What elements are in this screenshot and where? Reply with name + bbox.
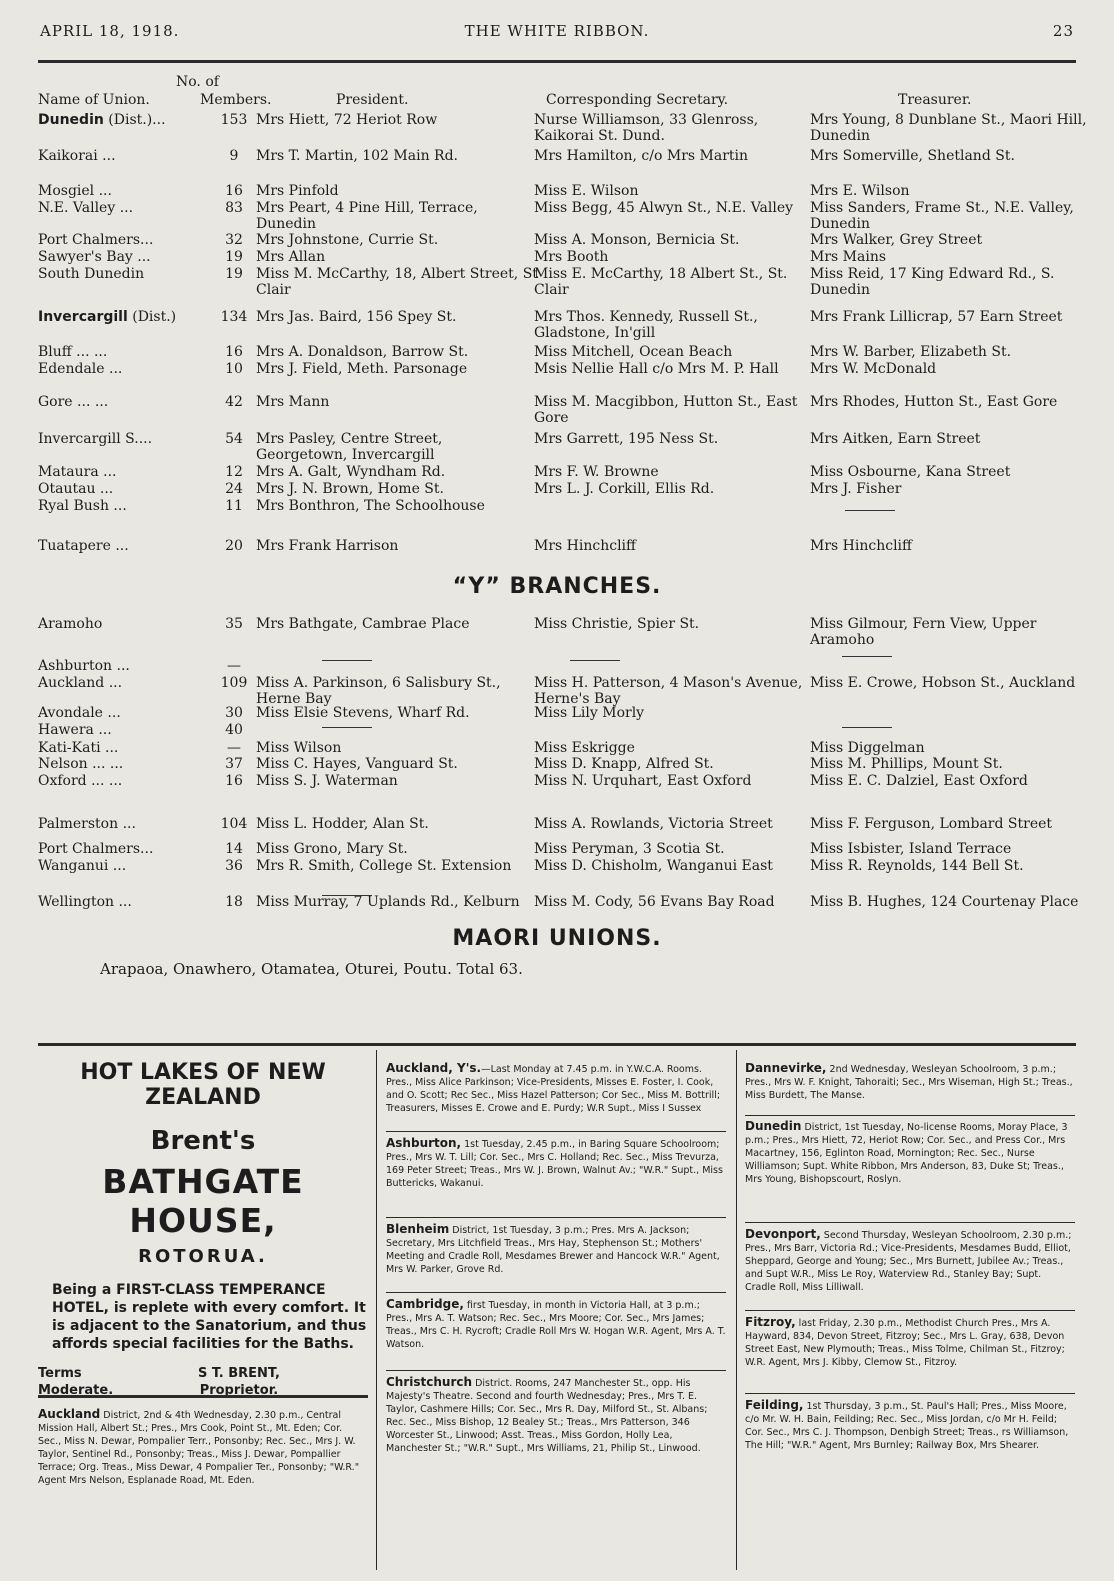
dash-separator (842, 727, 892, 728)
y-branch-secretary: Miss D. Knapp, Alfred St. (534, 756, 714, 772)
union-president: Mrs J. N. Brown, Home St. (256, 481, 444, 497)
y-branch-president: Miss A. Parkinson, 6 Salisbury St., Herne Bay (256, 675, 501, 707)
union-president: Mrs Johnstone, Currie St. (256, 232, 439, 248)
y-branch-secretary: Miss A. Rowlands, Victoria Street (534, 816, 773, 832)
union-president: Mrs Pinfold (256, 183, 339, 199)
y-branch-president: Mrs R. Smith, College St. Extension (256, 858, 512, 874)
union-name (38, 112, 228, 128)
notice-auckland-district (38, 1408, 368, 1487)
union-name: Mataura ... (38, 464, 117, 480)
y-branch-president: Miss Wilson (256, 740, 342, 756)
y-branch-secretary: Miss N. Urquhart, East Oxford (534, 773, 752, 789)
union-name: Ryal Bush ... (38, 498, 127, 514)
union-president: Mrs Allan (256, 249, 326, 265)
union-secretary: Miss E. McCarthy, 18 Albert St., St. Clair (534, 266, 788, 298)
y-branch-members: 104 (220, 816, 248, 832)
union-name: Tuatapere ... (38, 538, 129, 554)
notice-text: first Tuesday, in month in Victoria Hall, at 3 p.m.; Pres., Mrs A. T. Watson; Rec. Sec., Mrs Moore; Cor. Sec., Mrs James; Treas., Mrs C. H. Rycroft; Cradle Roll Mrs W. Hogan W.R. Agent, Mrs A. T. Watson. (386, 1300, 726, 1350)
union-name-suffix: (Dist.) (127, 309, 177, 325)
y-branch-name: Wanganui ... (38, 858, 127, 874)
union-secretary: Msis Nellie Hall c/o Mrs M. P. Hall (534, 361, 779, 377)
union-name: Invercargill S.... (38, 431, 153, 447)
union-treasurer: Mrs Mains (810, 249, 887, 265)
notice-devonport (745, 1228, 1075, 1294)
y-branch-name: Palmerston ... (38, 816, 136, 832)
notice-title: Auckland, Y's. (386, 1061, 482, 1075)
page-number: 23 (1052, 22, 1074, 40)
notice-feilding (745, 1399, 1075, 1452)
y-branch-secretary: Miss D. Chisholm, Wanganui East (534, 858, 773, 874)
ad-hotel-name: BATHGATE HOUSE, (102, 1162, 304, 1240)
union-treasurer: Mrs W. Barber, Elizabeth St. (810, 344, 1012, 360)
union-treasurer: Mrs W. McDonald (810, 361, 937, 377)
union-secretary: Mrs Hamilton, c/o Mrs Martin (534, 148, 749, 164)
column-secretary-heading: Corresponding Secretary. (546, 92, 729, 108)
y-branch-name: Wellington ... (38, 894, 132, 910)
ad-location: ROTORUA. (138, 1246, 268, 1267)
y-branch-secretary: Miss Eskrigge (534, 740, 635, 756)
union-members: 19 (225, 266, 243, 282)
maori-unions-title: MAORI UNIONS. (452, 926, 662, 951)
y-branch-members: 18 (225, 894, 243, 910)
union-secretary: Miss E. Wilson (534, 183, 639, 199)
dash-separator (570, 660, 620, 661)
union-members: 16 (225, 344, 243, 360)
notice-dunedin (745, 1120, 1075, 1186)
union-name: Port Chalmers... (38, 232, 154, 248)
y-branch-secretary: Miss M. Cody, 56 Evans Bay Road (534, 894, 775, 910)
union-name: Sawyer's Bay ... (38, 249, 151, 265)
y-branch-treasurer: Miss M. Phillips, Mount St. (810, 756, 1003, 772)
y-branch-secretary: Miss H. Patterson, 4 Mason's Avenue, Herne's Bay (534, 675, 803, 707)
notice-separator (386, 1131, 726, 1132)
y-branch-name: Oxford ... ... (38, 773, 123, 789)
union-secretary: Mrs Thos. Kennedy, Russell St., Gladstone, In'gill (534, 309, 758, 341)
y-branch-members: — (227, 658, 241, 674)
notice-separator (745, 1222, 1075, 1223)
y-branch-president: Miss Elsie Stevens, Wharf Rd. (256, 705, 470, 721)
union-treasurer: Mrs Walker, Grey Street (810, 232, 983, 248)
notice-separator (386, 1370, 726, 1371)
ad-headline: HOT LAKES OF NEW ZEALAND (80, 1060, 326, 1110)
y-branch-president: Miss L. Hodder, Alan St. (256, 816, 429, 832)
notice-text: District, 1st Tuesday, No-license Rooms, Moray Place, 3 p.m.; Pres., Mrs Hiett, 72, Heriot Row; Cor. Sec., and Press Cor., Mrs Macartney, 156, Eglinton Road, Mornington; Rec. Sec., Nurse Williamson; Supt. White Ribbon, Mrs Anderson, 83, Duke St; Treas., Mrs Young, Bishopscourt, Roslyn. (745, 1122, 1068, 1185)
ad-terms: Terms Moderate. (38, 1366, 114, 1398)
y-branch-treasurer: Miss R. Reynolds, 144 Bell St. (810, 858, 1024, 874)
notice-title: Devonport, (745, 1227, 821, 1241)
notice-blenheim (386, 1223, 726, 1276)
members-heading-top: No. of (176, 74, 219, 90)
notice-cambridge (386, 1298, 726, 1351)
notice-text: District. Rooms, 247 Manchester St., opp. His Majesty's Theatre. Second and fourth Wednesday; Pres., Mrs T. E. Taylor, Cashmere Hills; Cor. Sec., Mrs R. Day, Milford St., St. Albans; Rec. Sec., Miss Bishop, 12 Bealey St.; Treas., Mrs Patterson, 346 Worcester St., Linwood; Asst. Treas., Miss Gordon, Holly Lea, Manchester St.; "W.R." Supt., Mrs Williams, 21, Philip St., Linwood. (386, 1378, 708, 1454)
union-members: 9 (229, 148, 239, 164)
y-branch-secretary: Miss Christie, Spier St. (534, 616, 700, 632)
union-secretary: Nurse Williamson, 33 Glenross, Kaikorai St. Dund. (534, 112, 759, 144)
newspaper-title: THE WHITE RIBBON. (464, 22, 650, 40)
union-members: 32 (225, 232, 243, 248)
notice-separator (386, 1292, 726, 1293)
hotel-advertisement (38, 1060, 368, 1401)
column-treasurer-heading: Treasurer. (898, 92, 972, 108)
ad-body: Being a FIRST-CLASS TEMPERANCE HOTEL, is replete with every comfort. It is adjacent to the Sanatorium, and thus affords special facilities for the Baths. (52, 1282, 367, 1352)
notice-text: 2nd Wednesday, Wesleyan Schoolroom, 3 p.m.; Pres., Mrs W. F. Knight, Tahoraiti; Sec., Mrs Wiseman, High St.; Treas., Miss Burdett, The Manse. (745, 1064, 1073, 1101)
union-name: Bluff ... ... (38, 344, 108, 360)
y-branch-treasurer: Miss F. Ferguson, Lombard Street (810, 816, 1053, 832)
column-name-heading: Name of Union. (38, 92, 150, 108)
union-treasurer: Miss Osbourne, Kana Street (810, 464, 1011, 480)
dash-separator (322, 727, 372, 728)
notice-text: last Friday, 2.30 p.m., Methodist Church Pres., Mrs A. Hayward, 834, Devon Street, Fitzroy; Sec., Mrs L. Gray, 638, Devon Street East, New Plymouth; Treas., Miss Tolme, Chilman St., Fitzroy; W.R. Agent, Mrs J. Kibby, Clemow St., Fitzroy. (745, 1318, 1065, 1368)
union-members: 19 (225, 249, 243, 265)
y-branch-name: Nelson ... ... (38, 756, 124, 772)
union-members: 16 (225, 183, 243, 199)
header-rule (38, 60, 1076, 63)
y-branch-name: Avondale ... (38, 705, 121, 721)
ad-bottom-rule (38, 1395, 368, 1398)
notice-text: —Last Monday at 7.45 p.m. in Y.W.C.A. Rooms. Pres., Miss Alice Parkinson; Vice-Presidents, Misses E. Foster, I. Cook, and O. Scott; Rec Sec., Miss Hazel Patterson; Cor Sec., Miss M. Bottrill; Treasurers, Misses E. Crowe and E. Purdy; W.R Supt., Miss I Sussex (386, 1064, 721, 1114)
y-branch-members: 16 (225, 773, 243, 789)
y-branch-secretary: Miss Lily Morly (534, 705, 645, 721)
y-branch-members: 40 (225, 722, 243, 738)
y-branch-members: 14 (225, 841, 243, 857)
union-members: 153 (220, 112, 248, 128)
section-rule (38, 1043, 1076, 1046)
union-secretary: Mrs Garrett, 195 Ness St. (534, 431, 719, 447)
union-secretary: Miss Mitchell, Ocean Beach (534, 344, 733, 360)
notice-title: Christchurch (386, 1375, 473, 1389)
union-secretary: Mrs Booth (534, 249, 609, 265)
notice-title: Feilding, (745, 1398, 804, 1412)
column-divider-2 (736, 1050, 737, 1570)
y-branch-name: Port Chalmers... (38, 841, 154, 857)
union-members: 11 (225, 498, 243, 514)
union-name: Mosgiel ... (38, 183, 112, 199)
y-branch-treasurer: Miss E. C. Dalziel, East Oxford (810, 773, 1028, 789)
y-branch-president: Miss Grono, Mary St. (256, 841, 408, 857)
notice-text: 1st Tuesday, 2.45 p.m., in Baring Square Schoolroom; Pres., Mrs W. T. Lill; Cor. Sec., Mrs C. Holland; Rec. Sec., Miss Trevurza, 169 Peter Street; Treas., Mrs W. J. Brown, Walnut Av.; "W.R." Supt., Miss Buttericks, Wakanui. (386, 1139, 723, 1189)
notice-christchurch (386, 1376, 726, 1455)
column-members-heading: Members. (200, 92, 272, 108)
page-header (40, 22, 1074, 46)
issue-date: APRIL 18, 1918. (40, 22, 180, 40)
union-name: South Dunedin (38, 266, 145, 282)
notice-separator (386, 1217, 726, 1218)
union-name: Edendale ... (38, 361, 123, 377)
union-president: Miss M. McCarthy, 18, Albert Street, St Clair (256, 266, 538, 298)
union-name: N.E. Valley ... (38, 200, 134, 216)
union-members: 54 (225, 431, 243, 447)
notice-ashburton (386, 1137, 726, 1190)
union-treasurer: Mrs J. Fisher (810, 481, 902, 497)
notice-separator (745, 1115, 1075, 1116)
y-branch-name: Hawera ... (38, 722, 112, 738)
notice-text: Second Thursday, Wesleyan Schoolroom, 2.30 p.m.; Pres., Mrs Barr, Victoria Rd.; Vice-Presidents, Mesdames Budd, Elliot, Sheppard, George and Young; Sec., Mrs Burnett, Jubilee Av.; Treas., and Supt W.R., Miss Le Roy, Waterview Rd., Stanley Bay; Supt. Cradle Roll, Miss Lilliwall. (745, 1230, 1072, 1293)
notice-title: Dunedin (745, 1119, 802, 1133)
union-name (38, 309, 228, 325)
union-name: Otautau ... (38, 481, 114, 497)
union-president: Mrs Mann (256, 394, 330, 410)
y-branch-name: Ashburton ... (38, 658, 130, 674)
union-members: 83 (225, 200, 243, 216)
union-treasurer: Mrs Somerville, Shetland St. (810, 148, 1015, 164)
y-branch-members: 35 (225, 616, 243, 632)
union-secretary: Mrs L. J. Corkill, Ellis Rd. (534, 481, 715, 497)
union-treasurer: Miss Reid, 17 King Edward Rd., S. Dunedin (810, 266, 1055, 298)
y-branch-treasurer: Miss E. Crowe, Hobson St., Auckland (810, 675, 1076, 691)
union-treasurer: Mrs E. Wilson (810, 183, 910, 199)
notice-title: Cambridge, (386, 1297, 464, 1311)
union-members: 10 (225, 361, 243, 377)
union-treasurer: Mrs Frank Lillicrap, 57 Earn Street (810, 309, 1063, 325)
union-president: Mrs Jas. Baird, 156 Spey St. (256, 309, 457, 325)
union-secretary: Miss M. Macgibbon, Hutton St., East Gore (534, 394, 798, 426)
dash-separator (322, 895, 372, 896)
union-name-suffix: (Dist.)... (103, 112, 166, 128)
dash-separator (322, 660, 372, 661)
y-branch-president: Mrs Bathgate, Cambrae Place (256, 616, 470, 632)
y-branch-president: Miss Murray, 7 Uplands Rd., Kelburn (256, 894, 520, 910)
y-branch-members: 109 (220, 675, 248, 691)
y-branch-treasurer: Miss Isbister, Island Terrace (810, 841, 1012, 857)
y-branch-name: Aramoho (38, 616, 103, 632)
union-president: Mrs A. Galt, Wyndham Rd. (256, 464, 446, 480)
dash-separator (845, 510, 895, 511)
notice-title: Auckland (38, 1407, 101, 1421)
union-treasurer: Mrs Aitken, Earn Street (810, 431, 981, 447)
notice-separator (745, 1310, 1075, 1311)
y-branch-treasurer: Miss Diggelman (810, 740, 925, 756)
union-president: Mrs Frank Harrison (256, 538, 399, 554)
y-branch-members: 36 (225, 858, 243, 874)
y-branch-name: Auckland ... (38, 675, 123, 691)
union-secretary: Miss Begg, 45 Alwyn St., N.E. Valley (534, 200, 794, 216)
union-president: Mrs Hiett, 72 Heriot Row (256, 112, 438, 128)
union-president: Mrs T. Martin, 102 Main Rd. (256, 148, 458, 164)
notice-separator (745, 1393, 1075, 1394)
union-treasurer: Mrs Rhodes, Hutton St., East Gore (810, 394, 1058, 410)
y-branch-members: 37 (225, 756, 243, 772)
union-president: Mrs J. Field, Meth. Parsonage (256, 361, 468, 377)
union-president: Mrs Peart, 4 Pine Hill, Terrace, Dunedin (256, 200, 478, 232)
column-president-heading: President. (336, 92, 409, 108)
ad-brand: Brent's (150, 1126, 256, 1156)
notice-title: Fitzroy, (745, 1315, 796, 1329)
dash-separator (842, 656, 892, 657)
y-branch-president: Miss S. J. Waterman (256, 773, 398, 789)
notice-text: District, 1st Tuesday, 3 p.m.; Pres. Mrs A. Jackson; Secretary, Mrs Litchfield Treas., Mrs Hay, Stephenson St.; Mothers' Meeting and Cradle Roll, Mesdames Brewer and Hancock W.R." Agent, Mrs W. Parker, Grove Rd. (386, 1225, 720, 1275)
union-name: Gore ... ... (38, 394, 109, 410)
union-treasurer: Mrs Hinchcliff (810, 538, 912, 554)
union-name: Kaikorai ... (38, 148, 116, 164)
union-members: 20 (225, 538, 243, 554)
union-secretary: Mrs F. W. Browne (534, 464, 659, 480)
y-branch-members: — (227, 740, 241, 756)
notice-title: Dannevirke, (745, 1061, 827, 1075)
union-secretary: Mrs Hinchcliff (534, 538, 636, 554)
y-branch-secretary: Miss Peryman, 3 Scotia St. (534, 841, 725, 857)
notice-title: Blenheim (386, 1222, 450, 1236)
union-president: Mrs A. Donaldson, Barrow St. (256, 344, 469, 360)
notice-auckland-ys (386, 1062, 726, 1115)
union-name-text: Dunedin (38, 112, 104, 128)
y-branches-title: “Y” BRANCHES. (452, 574, 662, 599)
y-branch-treasurer: Miss B. Hughes, 124 Courtenay Place (810, 894, 1079, 910)
union-members: 134 (220, 309, 248, 325)
y-branch-president: Miss C. Hayes, Vanguard St. (256, 756, 458, 772)
ad-proprietor: S T. BRENT, Proprietor. (198, 1366, 280, 1398)
notice-dannevirke (745, 1062, 1075, 1102)
y-branch-treasurer: Miss Gilmour, Fern View, Upper Aramoho (810, 616, 1037, 648)
union-treasurer: Miss Sanders, Frame St., N.E. Valley, Dunedin (810, 200, 1074, 232)
maori-unions-list: Arapaoa, Onawhero, Otamatea, Oturei, Poutu. Total 63. (100, 960, 523, 978)
union-members: 12 (225, 464, 243, 480)
y-branch-name: Kati-Kati ... (38, 740, 119, 756)
notice-text: 1st Thursday, 3 p.m., St. Paul's Hall; Pres., Miss Moore, c/o Mr. W. H. Bain, Feilding; Rec. Sec., Miss Jordan, c/o Mr H. Feild; Cor. Sec., Mrs C. J. Thompson, Denbigh Street; Treas., rs Williamson, The Hill; "W.R." Agent, Mrs Burnley; Railway Box, Mrs Shearer. (745, 1401, 1069, 1451)
union-members: 24 (225, 481, 243, 497)
notice-title: Ashburton, (386, 1136, 462, 1150)
notice-fitzroy (745, 1316, 1075, 1369)
union-president: Mrs Bonthron, The Schoolhouse (256, 498, 485, 514)
union-secretary: Miss A. Monson, Bernicia St. (534, 232, 740, 248)
y-branch-members: 30 (225, 705, 243, 721)
union-president: Mrs Pasley, Centre Street, Georgetown, Invercargill (256, 431, 443, 463)
notice-text: District, 2nd & 4th Wednesday, 2.30 p.m., Central Mission Hall, Albert St.; Pres., Mrs Cook, Point St., Mt. Eden; Cor. Sec., Miss N. Dewar, Pompalier Terr., Ponsonby; Rec. Sec., Mrs J. W. Taylor, Sentinel Rd., Ponsonby; Treas., Miss J. Dewar, Pompallier Terrace; Org. Treas., Miss Dewar, 4 Pompalier Ter., Ponsonby; "W.R." Agent Mrs Nelson, Esplanade Road, Mt. Eden. (38, 1410, 360, 1486)
column-divider-1 (376, 1050, 377, 1570)
union-name-text: Invercargill (38, 309, 128, 325)
union-members: 42 (225, 394, 243, 410)
union-treasurer: Mrs Young, 8 Dunblane St., Maori Hill, Dunedin (810, 112, 1087, 144)
